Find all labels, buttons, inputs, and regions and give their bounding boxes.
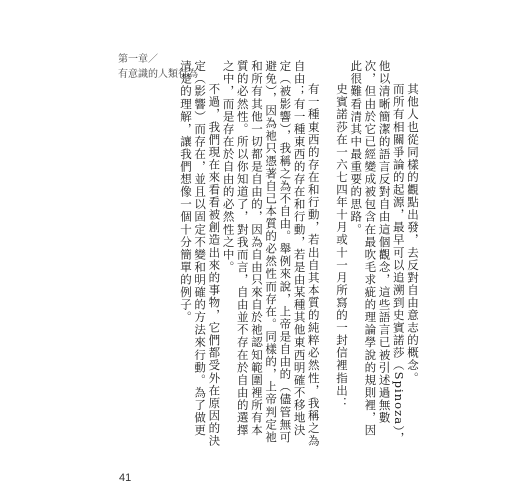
paragraph-conclusion: 不過，我們現在來看看被創造出來的事物，它們都受外在原因的決定（影響）而存在，並且以固定不變和明確的方法來行動。為了做更清楚的理解，讓我們想像一個十分簡單的例子。 xyxy=(178,60,222,447)
paragraph-letter-intro: 史賓諾莎在一六七四年十月或十一月所寫的一封信裡指出： xyxy=(334,83,349,410)
chapter-title: 有意識的人類行為 xyxy=(118,69,198,80)
quote-paragraph: 有一種東西的存在和行動，若出自其本質的純粹必然性，我稱之為自由；有一種東西的存在和行動，若是由某種其他東西明確不移地決定（被影響），我稱之為不自由。舉例來說，上帝是自由的（儘管無可避免），因為祂只憑著自己本質的必然性而存在。同樣的，上帝判定祂和所有其他一切都是自由的，因為自由只來自於祂認知範圍裡所有本質的必然性。所以你知道了，對我而言，自由並不存在於自由的選擇之中，而是存在於自由的必然性之中。 xyxy=(221,60,321,447)
vertical-body-text xyxy=(120,60,420,448)
page-number: 41 xyxy=(119,472,132,484)
chapter-label: 第一章／ xyxy=(118,54,158,65)
paragraph-spinoza-origin: 而所有相關爭論的起源，最早可以追溯到史賓諾莎（Spinoza），他以清晰簡潔的語言反對自由這個觀念，這些語言已被引述過無數次，但由於它已經變成被包含在最吹毛求疵的理論學說的規則裡，因此很難看清其中最重要的思路。 xyxy=(349,60,406,445)
paragraph-intro: 其他人也從同樣的觀點出發，去反對自由意志的概念。 xyxy=(406,83,420,385)
